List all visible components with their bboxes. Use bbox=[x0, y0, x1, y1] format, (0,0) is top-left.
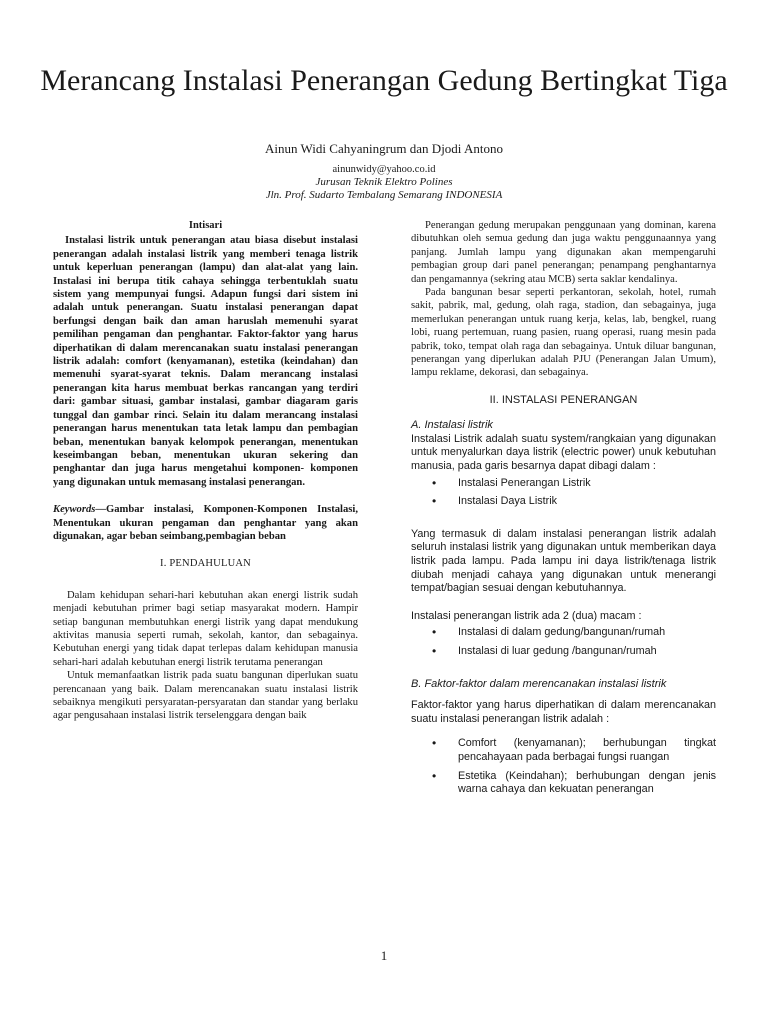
section-heading-instalasi: II. INSTALASI PENERANGAN bbox=[489, 393, 638, 406]
affiliation-address: Jln. Prof. Sudarto Tembalang Semarang INDONESIA bbox=[265, 189, 503, 201]
abstract-heading: Intisari bbox=[188, 220, 223, 231]
right-column bbox=[411, 219, 716, 802]
left-column bbox=[53, 219, 358, 723]
list-item: • Estetika (Keindahan); berhubungan dengan jenis warna cahaya dan kekuatan penerangan bbox=[458, 770, 716, 797]
affiliation-department: Jurusan Teknik Elektro Polines bbox=[315, 176, 453, 188]
intro-paragraph-4: Pada bangunan besar seperti perkantoran, sekolah, hotel, rumah sakit, pabrik, mal, gedung, olah raga, stadion, dan sebagainya, juga memerlukan penerangan untuk ruang kerja, kelas, lab, bengkel, ruang lobi, ruang pertemuan, ruang pasien, ruang operasi, ruang mesin pada pabrik, toko, tempat olah raga dan sebagainya. Untuk diluar bangunan, penerangan yang diperlukan adalah PJU (Penerangan Jalan Umum), lampu reklame, dekorasi, dan sebagainya. bbox=[411, 287, 716, 379]
list-item: • Instalasi Daya Listrik bbox=[458, 495, 716, 509]
keywords-text: —Gambar instalasi, Komponen-Komponen Instalasi, Menentukan ukuran pengaman dan penghantar yang akan digunakan, agar beban seimbang,pembagian beban bbox=[53, 504, 358, 542]
paper-title: Merancang Instalasi Penerangan Gedung Bertingkat Tiga bbox=[40, 64, 728, 97]
lighting-types-list bbox=[411, 626, 716, 658]
author-names: Ainun Widi Cahyaningrum dan Djodi Antono bbox=[265, 141, 503, 156]
abstract-body: Instalasi listrik untuk penerangan atau biasa disebut instalasi penerangan adalah instalasi listrik yang memberi tenaga listrik untuk keperluan penerangan (lampu) dan alat-alat yang lain. Instalasi ini berupa titik cahaya sehingga terbentuklah suatu sistem yang mempunyai fungsi. Adapun fungsi dari sistem ini adalah untuk penerangan. Suatu instalasi penerangan dapat berfungsi dengan baik dan aman haruslah memenuhi syarat pemilihan pengaman dan penghantar. Faktor-faktor yang harus diperhatikan di dalam merencanakan suatu instalasi penerangan listrik adalah: comfort (kenyamanan), estetika (keindahan) dan memenuhi syarat-syarat teknis. Dalam merancang instalasi penerangan kita harus membuat berkas rancangan yang terdiri dari: gambar situasi, gambar instalasi, gambar diagaram garis tunggal dan gambar rinci. Selain itu dalam merancang instalasi penerangan harus menentukan tata letak lampu dan pembagian beban, menentukan banyak kelompok penerangan, menentukan keseimbangan beban, menentukan ukuran sekering dan penghantar dan juga harus mengetahui komponen- komponen yang digunakan untuk memasang instalasi penerangan. bbox=[53, 235, 358, 488]
list-item: • Instalasi Penerangan Listrik bbox=[458, 477, 716, 491]
lighting-paragraph: Yang termasuk di dalam instalasi penerangan listrik adalah seluruh instalasi listrik yang digunakan untuk memberikan daya listrik pada lampu. Pada lampu ini daya listrik/tenaga listrik diubah menjadi cahaya yang digunakan untuk menerangi tempat/bagian sesuai dengan kebutuhannya. bbox=[411, 527, 716, 595]
subsection-b-paragraph: Faktor-faktor yang harus diperhatikan di dalam merencanakan suatu instalasi penerangan listrik adalah : bbox=[411, 699, 716, 725]
author-email: ainunwidy@yahoo.co.id bbox=[332, 164, 436, 175]
instalasi-types-list bbox=[411, 477, 716, 509]
intro-paragraph-3: Penerangan gedung merupakan penggunaan yang dominan, karena dibutuhkan oleh semua gedung dan juga waktu penggunaannya yang panjang. Jumlah lampu yang digunakan akan mempengaruhi pembagian group dari panel penerangan; penampang penghantarnya dan pengamannya (sekring atau MCB) serta saklar kendalinya. bbox=[411, 220, 716, 285]
intro-paragraph-1: Dalam kehidupan sehari-hari kebutuhan akan energi listrik sudah menjadi kebutuhan primer bagi setiap masyarakat modern. Hampir setiap bangunan membutuhkan energi listrik yang dapat mendukung aktivitas manusia seperti rumah, sekolah, kantor, dan sebagainya. Kebutuhan energi yang tidak dapat terlepas dalam kehidupan manusia sehari-hari adalah kebutuhan energi listrik terutama penerangan bbox=[53, 589, 358, 668]
intro-paragraph-2: Untuk memanfaatkan listrik pada suatu bangunan diperlukan suatu perencanaan yang baik. Dalam merencanakan suatu instalasi listrik sebaiknya mengikuti persyaratan-persyaratan dan standar yang berlaku agar pengusahaan instalasi listrik terselenggara dengan baik bbox=[53, 670, 358, 722]
list-item: • Instalasi di luar gedung /bangunan/rumah bbox=[458, 645, 716, 659]
subsection-heading-b: B. Faktor-faktor dalam merencanakan instalasi listrik bbox=[411, 677, 667, 690]
subsection-heading-a: A. Instalasi listrik bbox=[411, 419, 493, 432]
lighting-types-intro: Instalasi penerangan listrik ada 2 (dua) macam : bbox=[411, 609, 642, 622]
subsection-a-paragraph: Instalasi Listrik adalah suatu system/rangkaian yang digunakan untuk menyalurkan daya listrik (electric power) unuk kebutuhan manusia, pada garis besarnya dapat dibagi dalam : bbox=[411, 432, 716, 473]
list-item: • Instalasi di dalam gedung/bangunan/rumah bbox=[458, 626, 716, 640]
list-item: • Comfort (kenyamanan); berhubungan tingkat pencahayaan pada berbagai fungsi ruangan bbox=[458, 737, 716, 764]
keywords-paragraph bbox=[53, 503, 358, 543]
section-heading-pendahuluan: I. PENDAHULUAN bbox=[160, 558, 251, 570]
keywords-label: Keywords bbox=[53, 504, 96, 516]
page-number: 1 bbox=[380, 948, 388, 963]
factors-list bbox=[411, 737, 716, 796]
